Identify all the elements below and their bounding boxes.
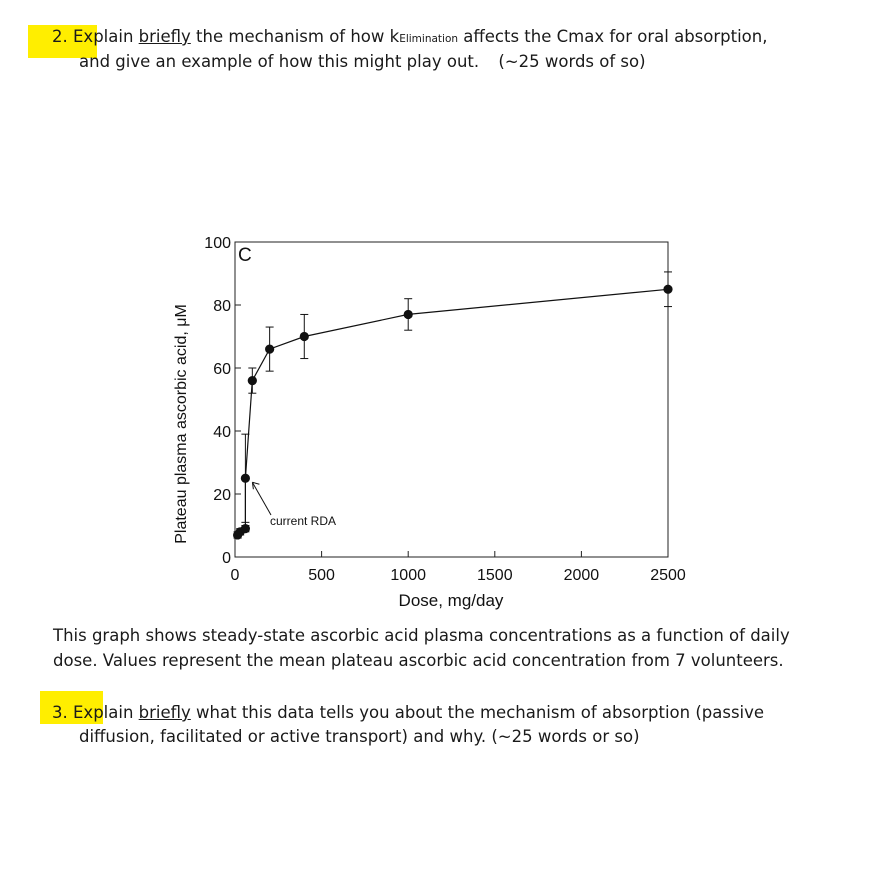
y-tick-label: 40 xyxy=(213,424,231,441)
question-3-emphasis: briefly xyxy=(138,703,191,722)
y-tick-label: 80 xyxy=(213,298,231,315)
x-tick-label: 2500 xyxy=(650,567,686,584)
plot-frame xyxy=(235,242,668,557)
caption-line-1: This graph shows steady-state ascorbic acid plasma concentrations as a function of daily xyxy=(53,626,790,645)
y-axis-label: Plateau plasma ascorbic acid, μM xyxy=(173,304,190,544)
question-2-word-hint: (~25 words of so) xyxy=(498,52,646,71)
panel-label: C xyxy=(238,245,252,266)
question-3-line-2-text: diffusion, facilitated or active transport) and why. (~25 words or so) xyxy=(79,727,640,746)
question-2-line-1 xyxy=(52,25,767,51)
rda-annotation: current RDA xyxy=(270,514,337,528)
data-point xyxy=(663,285,672,294)
chart-marks xyxy=(233,272,673,540)
data-point xyxy=(248,376,257,385)
y-tick-label: 0 xyxy=(222,550,231,567)
question-2-subscript: Elimination xyxy=(399,33,459,45)
x-axis-label: Dose, mg/day xyxy=(398,591,504,610)
y-tick-label: 20 xyxy=(213,487,231,504)
question-2-emphasis: briefly xyxy=(138,27,191,46)
data-point xyxy=(404,310,413,319)
caption-line-2: dose. Values represent the mean plateau ascorbic acid concentration from 7 volunteers. xyxy=(53,651,784,670)
dose-response-chart xyxy=(160,225,705,615)
question-2-line-2-text: and give an example of how this might play out. xyxy=(79,52,480,71)
x-tick-label: 1500 xyxy=(477,567,513,584)
chart-axes xyxy=(204,235,686,584)
series-line xyxy=(238,289,668,535)
x-tick-label: 1000 xyxy=(390,567,426,584)
chart-caption xyxy=(53,623,790,673)
question-3-text-after: what this data tells you about the mechanism of absorption (passive xyxy=(190,703,765,722)
x-tick-label: 2000 xyxy=(563,567,600,584)
question-2-text-mid: the mechanism of how k xyxy=(190,27,400,46)
x-tick-label: 0 xyxy=(230,567,240,584)
data-point xyxy=(241,524,250,533)
question-2-number: 2. xyxy=(52,27,68,46)
data-point xyxy=(265,345,274,354)
question-3-number: 3. xyxy=(52,703,68,722)
question-2-text-after: affects the Cmax for oral absorption, xyxy=(458,27,768,46)
question-2-text-before: Explain xyxy=(73,27,139,46)
y-tick-label: 60 xyxy=(213,361,231,378)
rda-arrow xyxy=(252,482,271,515)
data-point xyxy=(241,474,250,483)
data-point xyxy=(300,332,309,341)
y-tick-label: 100 xyxy=(204,235,231,252)
x-tick-label: 500 xyxy=(308,567,335,584)
question-3-text-before: Explain xyxy=(73,703,139,722)
question-3-line-1 xyxy=(52,701,764,725)
question-3-line-2 xyxy=(79,725,640,749)
question-2-line-2 xyxy=(79,50,646,74)
